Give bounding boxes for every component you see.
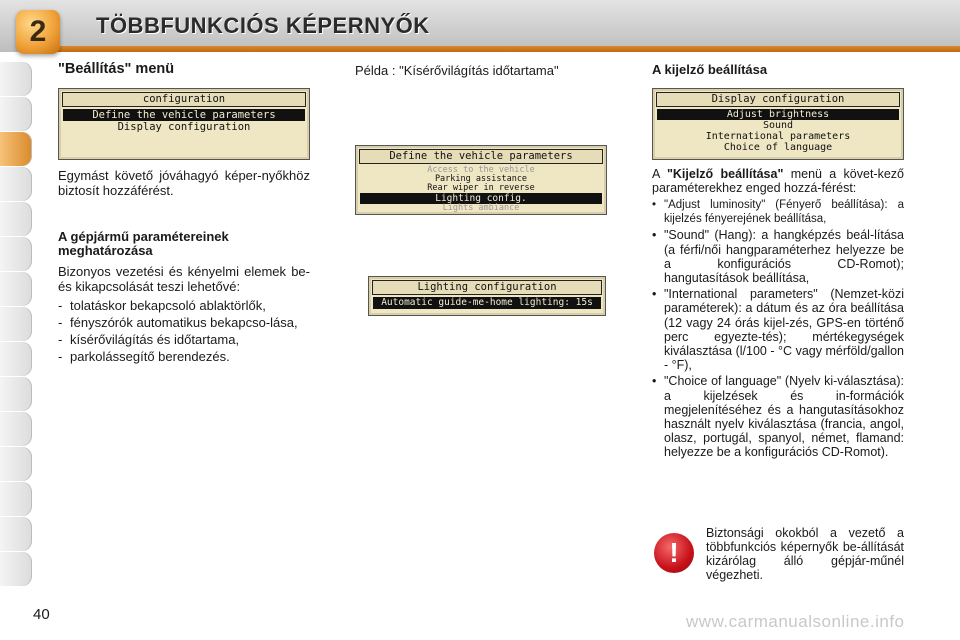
- lcd-title: Define the vehicle parameters: [359, 149, 603, 164]
- lcd-row: Automatic guide-me-home lighting: 15s: [373, 297, 601, 309]
- list-item: • "Sound" (Hang): a hangképzés beál-lítása (a férfi/női hangparaméterhez helyezze be a konfigurációs CD-Romot); hangutasítások beállítása,: [652, 228, 904, 286]
- display-settings-intro: A "Kijelző beállítása" menü a követ-kező paraméterekhez enged hozzá-férést:: [652, 167, 905, 196]
- list-item: • "Choice of language" (Nyelv ki-választása): a kijelzések és in-formációk megjelenítéséhez és a hangutasításokhoz használt nyelv kiválasztása (francia, angol, olasz, portugál, spanyol, német, flamand: helyezze be a konfigurációs CD-Romot).: [652, 374, 904, 460]
- lcd-display-configuration: [652, 88, 904, 160]
- settings-intro: Egymást követő jóváhagyó képer-nyőkhöz biztosít hozzáférést.: [58, 168, 310, 198]
- chapter-tab: [0, 307, 32, 341]
- lcd-row: Display configuration: [117, 121, 251, 133]
- lcd-configuration: [58, 88, 310, 160]
- chapter-badge: 2: [16, 10, 60, 54]
- chapter-tab: [0, 447, 32, 481]
- chapter-tab: [0, 272, 32, 306]
- lcd-lighting-configuration: [368, 276, 606, 316]
- lcd-row: Lights ambiance: [442, 203, 520, 213]
- list-item: - fényszórók automatikus bekapcso-lása,: [58, 315, 298, 330]
- page-title: TÖBBFUNKCIÓS KÉPERNYŐK: [96, 13, 430, 38]
- lcd-row: Sound: [762, 120, 794, 131]
- chapter-tab: [0, 552, 32, 586]
- chapter-tabs: [0, 62, 34, 587]
- chapter-tab: [0, 62, 32, 96]
- warning-icon: !: [654, 533, 694, 573]
- lcd-row: International parameters: [705, 131, 851, 142]
- left-text: [58, 168, 310, 366]
- list-item: • "Adjust luminosity" (Fényerő beállítása): a kijelzés fényerejének beállítása,: [652, 199, 904, 225]
- display-settings-heading: A kijelző beállítása: [652, 62, 768, 77]
- lcd-title: Lighting configuration: [372, 280, 602, 295]
- chapter-tab: [0, 97, 32, 131]
- chapter-tab: [0, 342, 32, 376]
- vehicle-params-text: Bizonyos vezetési és kényelmi elemek be- és kikapcsolását teszi lehetővé:: [58, 264, 310, 294]
- lcd-row: Choice of language: [723, 142, 833, 153]
- display-settings-list: [652, 199, 904, 459]
- safety-warning: Biztonsági okokból a vezető a többfunkciós képernyők be-állítását kizárólag álló gépjár-műnél végezheti.: [706, 526, 904, 582]
- lcd-title: Display configuration: [656, 92, 900, 107]
- list-item: - tolatáskor bekapcsoló ablaktörlők,: [58, 298, 266, 313]
- watermark: www.carmanualsonline.info: [686, 612, 905, 631]
- lcd-title: configuration: [62, 92, 306, 107]
- list-item: - kísérővilágítás és időtartama,: [58, 332, 240, 347]
- lcd-row: Adjust brightness: [657, 109, 899, 120]
- middle-caption: Példa : "Kísérővilágítás időtartama": [355, 63, 559, 78]
- lcd-row: Rear wiper in reverse: [427, 183, 535, 193]
- chapter-tab-active: [0, 132, 32, 166]
- chapter-tab: [0, 517, 32, 551]
- lcd-row: Define the vehicle parameters: [63, 109, 305, 121]
- lcd-row: Access to the vehicle: [427, 165, 535, 175]
- chapter-tab: [0, 202, 32, 236]
- header-accent-line: [30, 46, 960, 52]
- chapter-tab: [0, 412, 32, 446]
- list-item: • "International parameters" (Nemzet-közi paraméterek): a dátum és az óra beállítása (12 vagy 24 órás kijel-zés, GPS-en történő perc egyezte-tés); mértékegységek kiválasztása (l/100 - °C vagy mérföld/gallon - °F),: [652, 287, 904, 373]
- lcd-row: Lighting config.: [360, 193, 602, 204]
- vehicle-params-heading: A gépjármű paramétereinek meghatározása: [58, 229, 229, 258]
- lcd-vehicle-parameters: [355, 145, 607, 215]
- page-number: 40: [33, 606, 50, 623]
- chapter-tab: [0, 167, 32, 201]
- right-text: [652, 167, 904, 462]
- left-column: [58, 62, 310, 77]
- list-item: - parkolássegítő berendezés.: [58, 349, 230, 364]
- lcd-row: Parking assistance: [434, 174, 528, 184]
- vehicle-params-list: [58, 298, 310, 364]
- chapter-tab: [0, 482, 32, 516]
- chapter-tab: [0, 377, 32, 411]
- settings-menu-heading: "Beállítás" menü: [58, 61, 175, 77]
- chapter-tab: [0, 237, 32, 271]
- right-heading-wrap: [652, 63, 904, 77]
